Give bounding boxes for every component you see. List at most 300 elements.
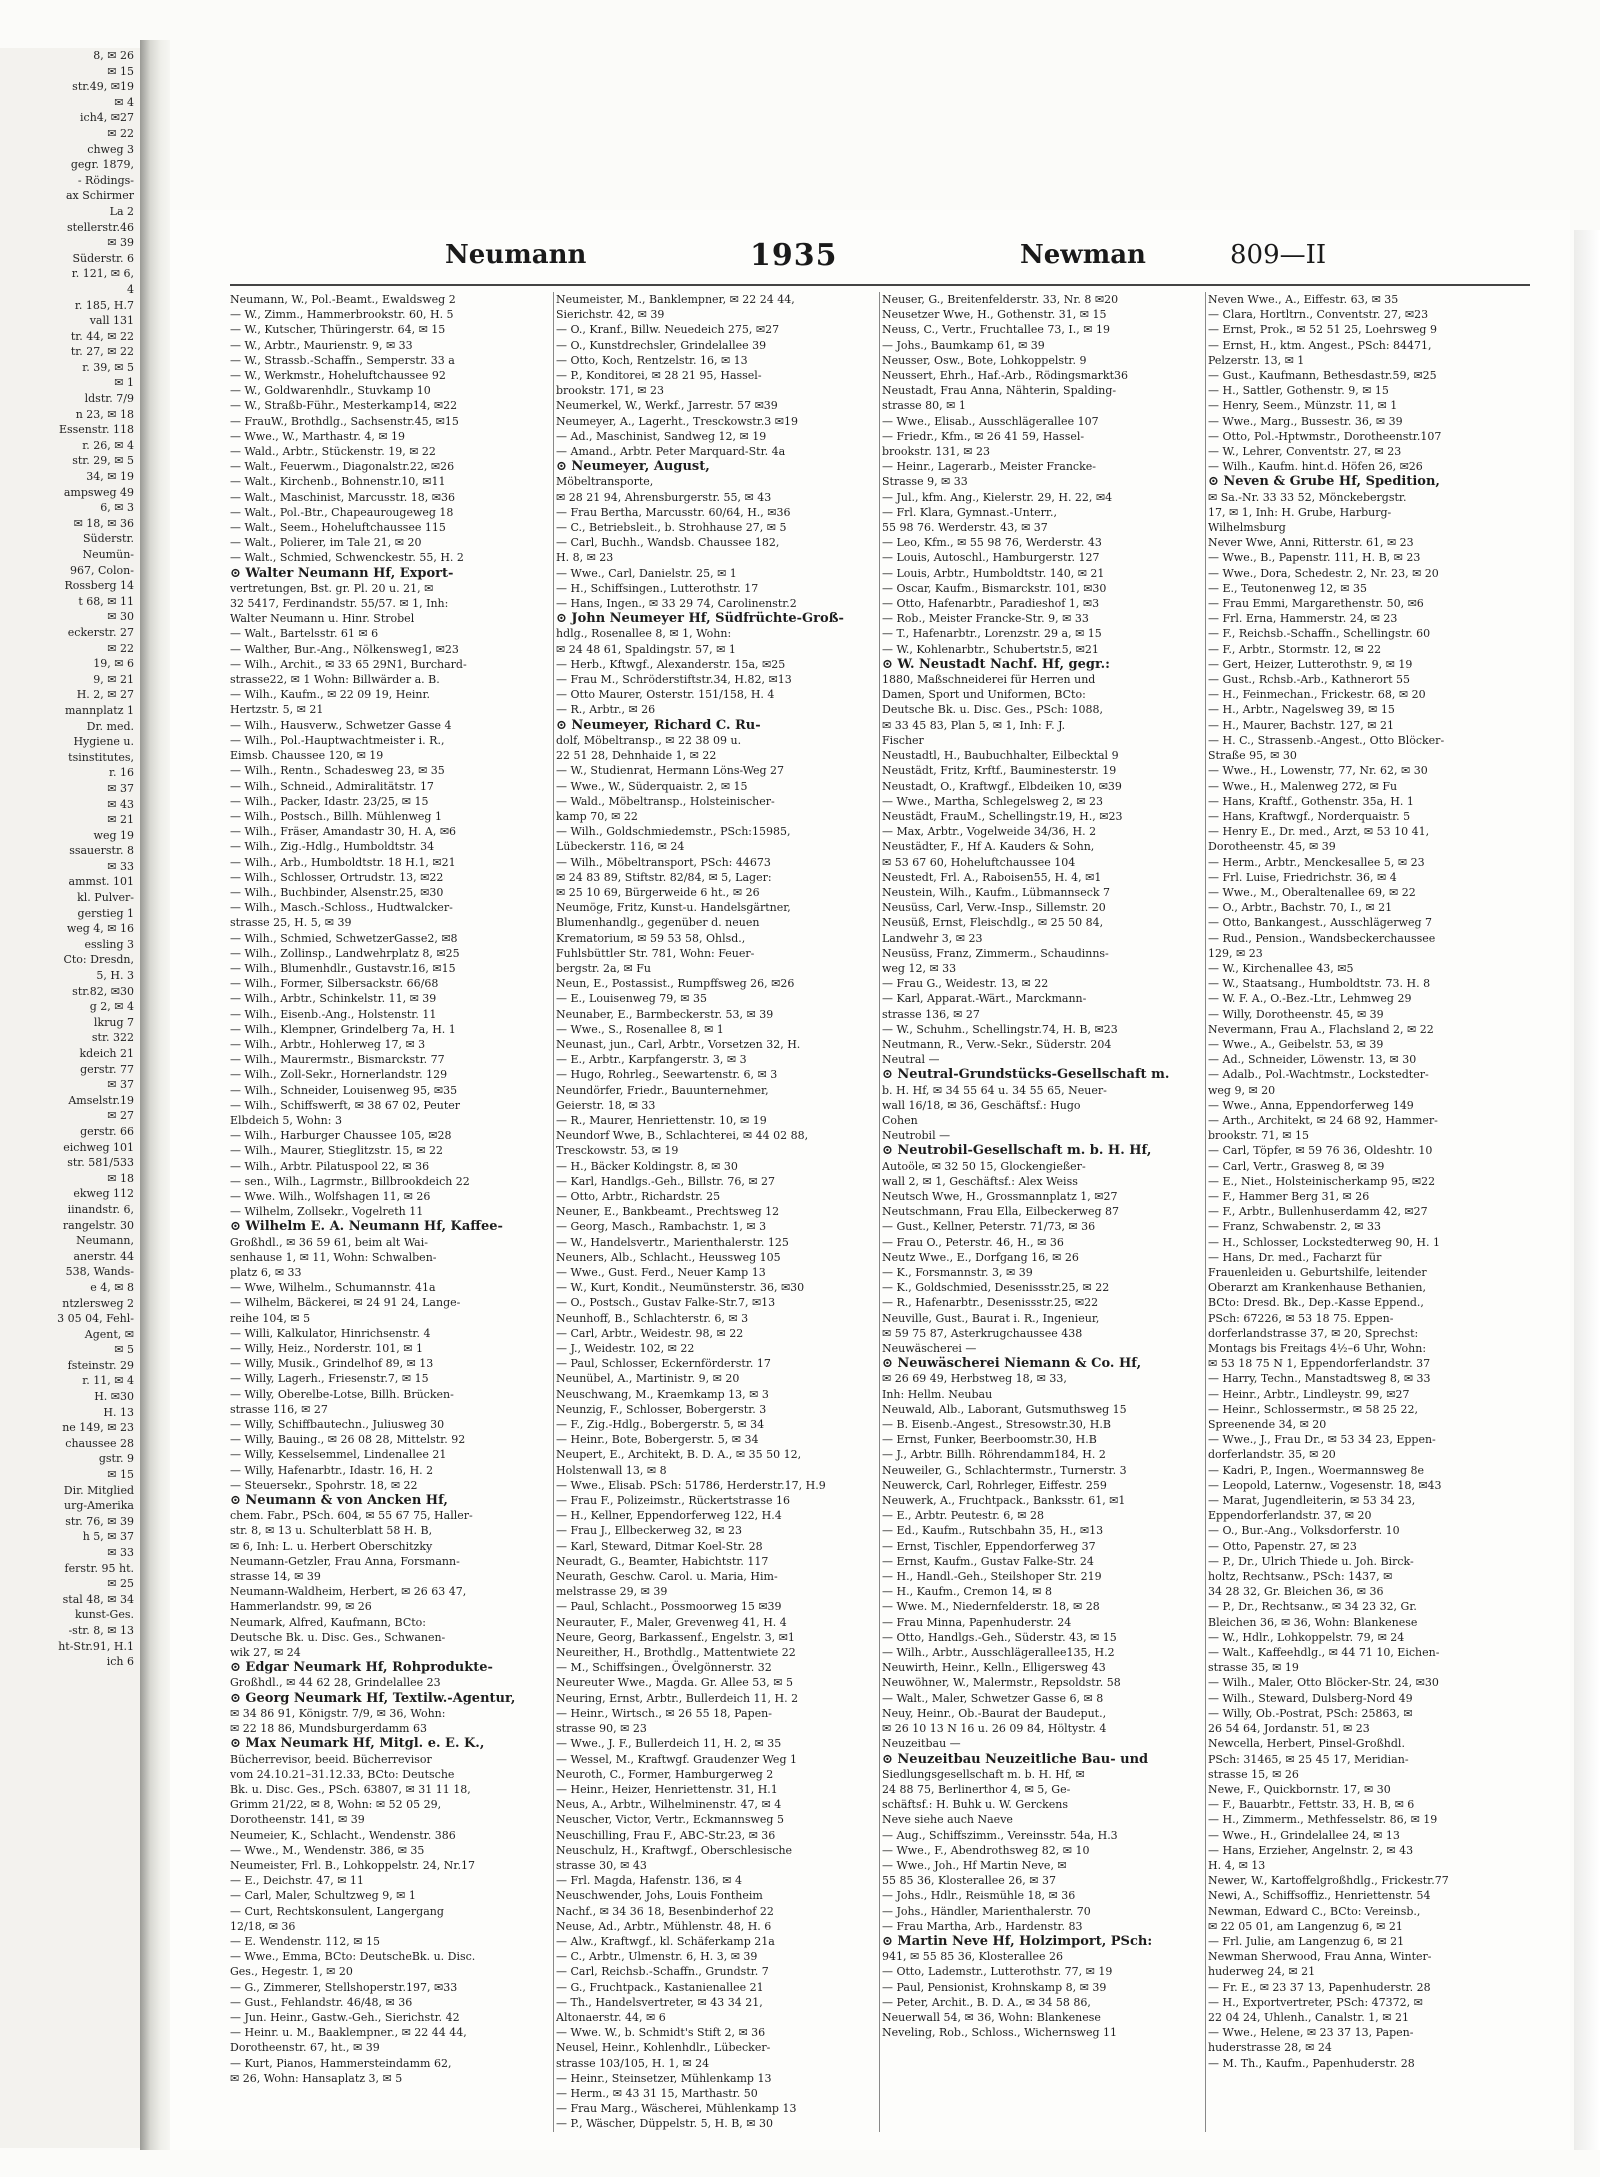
directory-entry: — R., Hafenarbtr., Desenissstr.25, ✉22 xyxy=(882,1296,1099,1310)
directory-entry: ⊙ Neumeyer, Richard C. Ru- xyxy=(556,717,761,733)
directory-entry: — Otto, Koch, Rentzelstr. 16, ✉ 13 xyxy=(556,353,748,367)
directory-entry: Neuwirth, Heinr., Kelln., Elligersweg 43 xyxy=(882,1661,1106,1675)
directory-entry: — Hans, Ingen., ✉ 33 29 74, Carolinenstr.2 xyxy=(556,597,797,611)
directory-entry: — Willy, Bauing., ✉ 26 08 28, Mittelstr. 92 xyxy=(230,1433,466,1447)
directory-entry: — O., Kranf., Billw. Neuedeich 275, ✉27 xyxy=(556,323,780,337)
directory-entry: — W., Zimm., Hammerbrookstr. 60, H. 5 xyxy=(230,308,454,322)
left-page-line: kl. Pulver- xyxy=(77,891,134,905)
directory-entry: — T., Hafenarbtr., Lorenzstr. 29 a, ✉ 15 xyxy=(882,627,1102,641)
header-rule xyxy=(230,284,1530,286)
left-page-line: eckerstr. 27 xyxy=(67,625,134,639)
left-page-line: ammst. 101 xyxy=(68,875,134,889)
left-page-line: Süderstr. xyxy=(82,532,134,546)
directory-entry: huderstrasse 28, ✉ 24 xyxy=(1208,2041,1332,2055)
directory-entry: — Walt., Maler, Schwetzer Gasse 6, ✉ 8 xyxy=(882,1691,1104,1705)
directory-entry: — Alw., Kraftwgf., kl. Schäferkamp 21a xyxy=(556,1934,775,1948)
directory-entry: — Wilh., Zoll-Sekr., Hornerlandstr. 129 xyxy=(230,1068,448,1082)
directory-entry: Neutsch Wwe, H., Grossmannplatz 1, ✉27 xyxy=(882,1189,1118,1203)
directory-entry: — Otto, Bankangest., Ausschlägerweg 7 xyxy=(1208,916,1433,930)
left-page-line: r. 121, ✉ 6, xyxy=(71,267,134,281)
directory-entry: Neuwald, Alb., Laborant, Gutsmuthsweg 15 xyxy=(882,1402,1127,1416)
directory-entry: — Wilh., Schmied, SchwetzerGasse2, ✉8 xyxy=(230,931,458,945)
directory-entry: PSch: 67226, ✉ 53 18 75. Eppen- xyxy=(1208,1311,1394,1325)
directory-entry: — Adalb., Pol.-Wachtmstr., Lockstedter- xyxy=(1208,1068,1429,1082)
directory-entry: Neumann-Waldheim, Herbert, ✉ 26 63 47, xyxy=(230,1585,467,1599)
directory-entry: Eimsb. Chaussee 120, ✉ 19 xyxy=(230,749,384,763)
directory-entry: Newe, F., Quickbornstr. 17, ✉ 30 xyxy=(1208,1782,1391,1796)
directory-entry: — Wilh., Buchbinder, Alsenstr.25, ✉30 xyxy=(230,885,444,899)
directory-entry: — Wilh., Maurermstr., Bismarckstr. 77 xyxy=(230,1053,445,1067)
directory-entry: — Herm., Arbtr., Menckesallee 5, ✉ 23 xyxy=(1208,855,1425,869)
directory-entry: — Wwe., M., Wendenstr. 386, ✉ 35 xyxy=(230,1843,425,1857)
left-page-line: ✉ 21 xyxy=(107,813,134,827)
left-page-line: Neumann, xyxy=(76,1234,134,1248)
directory-entry: 17, ✉ 1, Inh: H. Grube, Harburg- xyxy=(1208,505,1392,519)
directory-entry: Neustädter, F., Hf A. Kauders & Sohn, xyxy=(882,840,1095,854)
directory-entry: — Walt., Seem., Hoheluftchaussee 115 xyxy=(230,521,446,535)
left-page-line: gerstr. 66 xyxy=(80,1124,134,1138)
directory-entry: — Herm., ✉ 43 31 15, Marthastr. 50 xyxy=(556,2086,758,2100)
directory-entry: Hammerlandstr. 99, ✉ 26 xyxy=(230,1600,372,1614)
directory-entry: Siedlungsgesellschaft m. b. H. Hf, ✉ xyxy=(882,1767,1085,1781)
directory-entry: platz 6, ✉ 33 xyxy=(230,1266,302,1279)
directory-entry: 1880, Maßschneiderei für Herren und xyxy=(882,673,1096,687)
left-page-line: Süderstr. 6 xyxy=(72,251,134,265)
directory-entry: — Wwe, Wilhelm., Schumannstr. 41a xyxy=(230,1281,436,1295)
left-page-line: Amselstr.19 xyxy=(68,1093,134,1107)
directory-entry: Neurauter, F., Maler, Grevenweg 41, H. 4 xyxy=(556,1615,787,1629)
directory-entry: 55 85 36, Klosterallee 26, ✉ 37 xyxy=(882,1874,1056,1888)
directory-entry: — Wilh., Kaufm., ✉ 22 09 19, Heinr. xyxy=(230,688,431,702)
left-page-line: str. 76, ✉ 39 xyxy=(65,1514,134,1528)
directory-entry: — O., Arbtr., Bachstr. 70, I., ✉ 21 xyxy=(1208,901,1393,915)
directory-entry: — Jun. Heinr., Gastw.-Geh., Sierichstr. 42 xyxy=(230,2010,460,2024)
directory-entry: — Amand., Arbtr. Peter Marquard-Str. 4a xyxy=(556,445,786,459)
directory-entry: — Willy, Kesselsemmel, Lindenallee 21 xyxy=(230,1448,447,1462)
directory-entry: — Rud., Pension., Wandsbeckerchaussee xyxy=(1208,931,1436,945)
left-page-line: stal 48, ✉ 34 xyxy=(62,1592,134,1606)
left-page-line: r. 185, H.7 xyxy=(74,298,134,312)
directory-entry: Altonaerstr. 44, ✉ 6 xyxy=(556,2010,666,2024)
directory-entry: — E., Teutonenweg 12, ✉ 35 xyxy=(1208,581,1367,595)
directory-entry: — Karl, Steward, Ditmar Koel-Str. 28 xyxy=(556,1539,763,1553)
directory-entry: H. 4, ✉ 13 xyxy=(1208,1858,1266,1872)
directory-entry: — W., Kohlenarbtr., Schubertstr.5, ✉21 xyxy=(882,642,1099,656)
directory-entry: — Wilhelm, Zollsekr., Vogelreth 11 xyxy=(230,1205,424,1219)
directory-entry: Spreenende 34, ✉ 20 xyxy=(1208,1418,1327,1432)
directory-entry: — H., Zimmerm., Methfesselstr. 86, ✉ 19 xyxy=(1208,1813,1438,1827)
directory-entry: weg 12, ✉ 33 xyxy=(882,961,957,975)
directory-entry: — E., Deichstr. 47, ✉ 11 xyxy=(230,1874,364,1888)
directory-entry: — H., Bäcker Koldingstr. 8, ✉ 30 xyxy=(556,1159,738,1173)
directory-entry: Cohen xyxy=(882,1113,918,1127)
directory-entry: — Ad., Maschinist, Sandweg 12, ✉ 19 xyxy=(556,429,767,443)
directory-entry: — W., Strassb.-Schaffn., Semperstr. 33 a xyxy=(230,353,455,367)
directory-entry: — Otto, Arbtr., Richardstr. 25 xyxy=(556,1189,721,1203)
directory-entry: Neundorf Wwe, B., Schlachterei, ✉ 44 02 88, xyxy=(556,1129,809,1143)
directory-entry: — Carl, Maler, Schultzweg 9, ✉ 1 xyxy=(230,1889,416,1903)
left-page-line: - Rödings- xyxy=(77,173,134,187)
directory-entry: 22 04 24, Uhlenh., Canalstr. 1, ✉ 21 xyxy=(1208,2010,1409,2024)
directory-entry: Bleichen 36, ✉ 36, Wohn: Blankenese xyxy=(1208,1615,1418,1629)
directory-entry: — Ernst, H., ktm. Angest., PSch: 84471, xyxy=(1208,338,1432,352)
left-page-line: ich 6 xyxy=(106,1655,134,1669)
directory-entry: — Wilh., Schlosser, Ortrudstr. 13, ✉22 xyxy=(230,870,444,884)
directory-entry: ⊙ Neutrobil-Gesellschaft m. b. H. Hf, xyxy=(882,1143,1152,1159)
directory-entry: Neutz Wwe., E., Dorfgang 16, ✉ 26 xyxy=(882,1250,1079,1264)
directory-entry: — Willy, Heiz., Norderstr. 101, ✉ 1 xyxy=(230,1342,423,1356)
directory-entry: — F., Arbtr., Bullenhuserdamm 42, ✉27 xyxy=(1208,1205,1428,1219)
directory-entry: Neutrobil — xyxy=(882,1129,951,1143)
directory-entry: Pelzerstr. 13, ✉ 1 xyxy=(1208,353,1305,367)
directory-entry: — Wwe., Dora, Schedestr. 2, Nr. 23, ✉ 20 xyxy=(1208,566,1439,580)
directory-entry: — Ernst, Kaufm., Gustav Falke-Str. 24 xyxy=(882,1554,1094,1568)
left-page-line: ✉ 33 xyxy=(107,859,134,873)
directory-entry: — Kadri, P., Ingen., Woermannsweg 8e xyxy=(1208,1463,1425,1477)
left-page-line: mannplatz 1 xyxy=(65,703,134,717)
directory-entry: — Jul., kfm. Ang., Kielerstr. 29, H. 22, ✉4 xyxy=(882,490,1113,504)
left-page-line: ✉ 4 xyxy=(114,95,134,109)
directory-entry: — H., Feinmechan., Frickestr. 68, ✉ 20 xyxy=(1208,688,1426,702)
directory-entry: Neuwäscherei — xyxy=(882,1342,977,1356)
directory-entry: — Walt., Schmied, Schwenckestr. 55, H. 2 xyxy=(230,551,464,565)
directory-entry: — Wilh., Arbtr., Schinkelstr. 11, ✉ 39 xyxy=(230,992,437,1006)
directory-entry: — W., Schuhm., Schellingstr.74, H. B, ✉23 xyxy=(882,1022,1118,1036)
directory-entry: — Henry, Seem., Münzstr. 11, ✉ 1 xyxy=(1208,399,1398,413)
directory-entry: — Johs., Hdlr., Reismühle 18, ✉ 36 xyxy=(882,1889,1076,1903)
directory-entry: — Wwe., B., Papenstr. 111, H. B, ✉ 23 xyxy=(1208,551,1421,565)
directory-entry: weg 9, ✉ 20 xyxy=(1208,1083,1276,1097)
directory-entry: — Wwe., W., Marthastr. 4, ✉ 19 xyxy=(230,429,406,443)
directory-entry: — Georg, Masch., Rambachstr. 1, ✉ 3 xyxy=(556,1220,767,1234)
directory-entry: — Wilh., Kaufm. hint.d. Höfen 26, ✉26 xyxy=(1208,460,1423,474)
left-page-line: r. 26, ✉ 4 xyxy=(82,438,134,452)
directory-entry: Neureuter Wwe., Magda. Gr. Allee 53, ✉ 5 xyxy=(556,1676,793,1690)
left-page-line: ✉ 15 xyxy=(107,64,134,78)
directory-entry: — H., Maurer, Bachstr. 127, ✉ 21 xyxy=(1208,718,1394,732)
directory-entry: 129, ✉ 23 xyxy=(1208,946,1263,960)
directory-entry: Neutschmann, Frau Ella, Eilbeckerweg 87 xyxy=(882,1205,1119,1219)
left-page-line: gegr. 1879, xyxy=(70,158,134,172)
directory-entry: — Frau G., Weidestr. 13, ✉ 22 xyxy=(882,977,1049,991)
directory-entry: — Wwe., F., Abendrothsweg 82, ✉ 10 xyxy=(882,1843,1090,1857)
left-page-fragment xyxy=(0,48,142,2148)
directory-entry: — F., Zig.-Hdlg., Bobergerstr. 5, ✉ 34 xyxy=(556,1418,765,1432)
directory-entry: Neure, Georg, Barkassenf., Engelstr. 3, ✉1 xyxy=(556,1630,795,1644)
directory-entry: vertretungen, Bst. gr. Pl. 20 u. 21, ✉ xyxy=(230,581,434,595)
left-page-line: str.82, ✉30 xyxy=(72,984,134,998)
directory-entry: Neuss, C., Vertr., Fruchtallee 73, I., ✉ 19 xyxy=(882,323,1110,337)
directory-entry: — Paul, Pensionist, Krohnskamp 8, ✉ 39 xyxy=(882,1980,1107,1994)
directory-entry: — Johs., Baumkamp 61, ✉ 39 xyxy=(882,338,1045,352)
directory-entry: ✉ 53 18 75 N 1, Eppendorferlandstr. 37 xyxy=(1208,1357,1431,1371)
directory-entry: — F., Hammer Berg 31, ✉ 26 xyxy=(1208,1189,1370,1203)
directory-entry: — H., Kaufm., Cremon 14, ✉ 8 xyxy=(882,1585,1052,1599)
directory-entry: ⊙ John Neumeyer Hf, Südfrüchte-Groß- xyxy=(556,611,844,627)
directory-entry: — Wwe., J. F., Bullerdeich 11, H. 2, ✉ 35 xyxy=(556,1737,782,1751)
directory-entry: Neutmann, R., Verw.-Sekr., Süderstr. 204 xyxy=(882,1037,1112,1051)
directory-entry: Neun, E., Postassist., Rumpffsweg 26, ✉26 xyxy=(556,977,795,991)
directory-entry: — Walt., Maschinist, Marcusstr. 18, ✉36 xyxy=(230,490,456,504)
left-page-line: fsteinstr. 29 xyxy=(67,1358,134,1372)
directory-entry: hdlg., Rosenallee 8, ✉ 1, Wohn: xyxy=(556,627,732,641)
left-page-line: t 68, ✉ 11 xyxy=(78,594,134,608)
directory-entry: — Wilh., Arbtr. Pilatuspool 22, ✉ 36 xyxy=(230,1159,430,1173)
left-page-line: r. 11, ✉ 4 xyxy=(82,1374,134,1388)
directory-entry: — H., Exportvertreter, PSch: 47372, ✉ xyxy=(1208,1995,1423,2009)
directory-entry: — Wwe., Elisab. PSch: 51786, Herderstr.17, H.9 xyxy=(556,1478,826,1492)
directory-entry: — Frau Martha, Arb., Hardenstr. 83 xyxy=(882,1919,1083,1933)
directory-entry: — H., Handl.-Geh., Steilshoper Str. 219 xyxy=(882,1570,1102,1584)
left-page-line: ampsweg 49 xyxy=(63,485,134,499)
directory-entry: — R., Arbtr., ✉ 26 xyxy=(556,703,656,717)
directory-entry: Neuerwall 54, ✉ 36, Wohn: Blankenese xyxy=(882,2010,1101,2024)
directory-entry: 55 98 76. Werderstr. 43, ✉ 37 xyxy=(882,521,1048,535)
directory-entry: — E., Arbtr. Peutestr. 6, ✉ 28 xyxy=(882,1509,1044,1523)
left-page-line: weg 19 xyxy=(93,828,134,842)
left-page-line: 5, H. 3 xyxy=(96,969,134,983)
directory-entry: — Frau O., Peterstr. 46, H., ✉ 36 xyxy=(882,1235,1064,1249)
directory-entry: Neundörfer, Friedr., Bauunternehmer, xyxy=(556,1083,769,1097)
left-page-line: str. 322 xyxy=(91,1031,134,1045)
directory-entry: PSch: 31465, ✉ 25 45 17, Meridian- xyxy=(1208,1752,1409,1766)
directory-entry: — Wilh., Packer, Idastr. 23/25, ✉ 15 xyxy=(230,794,429,808)
left-page-line: lkrug 7 xyxy=(93,1015,134,1029)
directory-entry: ⊙ Georg Neumark Hf, Textilw.-Agentur, xyxy=(230,1690,516,1706)
page-header xyxy=(230,240,1530,280)
directory-entry: — Heinr., Lagerarb., Meister Francke- xyxy=(882,460,1096,474)
directory-entry: — Wwe., J., Frau Dr., ✉ 53 34 23, Eppen- xyxy=(1208,1433,1436,1447)
directory-entry: — W., Staatsang., Humboldtstr. 73. H. 8 xyxy=(1208,977,1431,991)
directory-entry: ⊙ Neuwäscherei Niemann & Co. Hf, xyxy=(882,1356,1142,1372)
directory-entry: Neve siehe auch Naeve xyxy=(882,1813,1013,1827)
directory-entry: Neumeyer, A., Lagerht., Tresckowstr.3 ✉19 xyxy=(556,414,798,428)
directory-entry: — Walt., Feuerwm., Diagonalstr.22, ✉26 xyxy=(230,460,455,474)
left-page-line: e 4, ✉ 8 xyxy=(90,1280,134,1294)
directory-entry: — Wwe., Carl, Danielstr. 25, ✉ 1 xyxy=(556,566,737,580)
directory-entry: H. 8, ✉ 23 xyxy=(556,551,614,565)
directory-entry: — Wilh., Hausverw., Schwetzer Gasse 4 xyxy=(230,718,452,732)
directory-entry: — E., Niet., Holsteinischerkamp 95, ✉22 xyxy=(1208,1174,1436,1188)
directory-entry: — Walt., Polierer, im Tale 21, ✉ 20 xyxy=(230,536,422,550)
directory-entry: Montags bis Freitags 4½–6 Uhr, Wohn: xyxy=(1208,1342,1427,1356)
left-page-line: H. 13 xyxy=(103,1405,134,1419)
directory-entry: — Hugo, Rohrleg., Seewartenstr. 6, ✉ 3 xyxy=(556,1068,778,1082)
directory-entry: senhause 1, ✉ 11, Wohn: Schwalben- xyxy=(230,1250,437,1264)
directory-entry: Neustein, Wilh., Kaufm., Lübmannseck 7 xyxy=(882,885,1111,899)
directory-entry: Ges., Hegestr. 1, ✉ 20 xyxy=(230,1965,353,1979)
directory-entry: Neussert, Ehrh., Haf.-Arb., Rödingsmarkt36 xyxy=(882,369,1128,383)
directory-entry: ✉ 22 05 01, am Langenzug 6, ✉ 21 xyxy=(1208,1919,1403,1933)
directory-entry: Neuroth, C., Former, Hamburgerweg 2 xyxy=(556,1767,774,1781)
directory-entry: Neuser, G., Breitenfelderstr. 33, Nr. 8 ✉20 xyxy=(882,293,1119,306)
directory-entry: Neureither, H., Brothdlg., Mattentwiete 22 xyxy=(556,1646,796,1660)
directory-entry: Neunast, jun., Carl, Arbtr., Vorsetzen 32, H. xyxy=(556,1037,801,1051)
column-4 xyxy=(1208,292,1530,2132)
directory-entry: — Herb., Kftwgf., Alexanderstr. 15a, ✉25 xyxy=(556,657,786,671)
left-page-line: str. 581/533 xyxy=(67,1156,134,1170)
directory-entry: — K., Goldschmied, Desenissstr.25, ✉ 22 xyxy=(882,1281,1110,1295)
directory-entry: — Aug., Schiffszimm., Vereinsstr. 54a, H.3 xyxy=(882,1828,1118,1842)
left-page-line: -str. 8, ✉ 13 xyxy=(68,1623,134,1637)
directory-entry: — P., Dr., Ulrich Thiede u. Joh. Birck- xyxy=(1208,1554,1414,1568)
directory-entry: wik 27, ✉ 24 xyxy=(230,1646,301,1660)
directory-entry: — Carl, Arbtr., Weidestr. 98, ✉ 22 xyxy=(556,1326,744,1340)
directory-entry: ✉ 53 67 60, Hoheluftchaussee 104 xyxy=(882,855,1076,869)
left-page-line: weg 4, ✉ 16 xyxy=(66,922,134,936)
left-page-line: ✉ 1 xyxy=(114,376,134,390)
left-page-line: ✉ 18, ✉ 36 xyxy=(73,516,134,530)
directory-entry: Blumenhandlg., gegenüber d. neuen xyxy=(556,916,760,930)
header-right-name: Newman xyxy=(1020,240,1146,270)
directory-entry: — Wilh., Masch.-Schloss., Hudtwalcker- xyxy=(230,901,453,915)
left-page-line: vall 131 xyxy=(89,314,134,328)
directory-entry: — Frl. Julie, am Langenzug 6, ✉ 21 xyxy=(1208,1934,1405,1948)
left-page-line: ekweg 112 xyxy=(73,1187,134,1201)
directory-entry: — Heinr. u. M., Baaklempner., ✉ 22 44 44, xyxy=(230,2026,467,2040)
directory-entry: Holstenwall 13, ✉ 8 xyxy=(556,1463,667,1477)
directory-entry: Neumark, Alfred, Kaufmann, BCto: xyxy=(230,1615,426,1629)
directory-entry: ✉ 22 18 86, Mundsburgerdamm 63 xyxy=(230,1722,427,1736)
directory-entry: — Wwe., Anna, Eppendorferweg 149 xyxy=(1208,1098,1414,1112)
directory-entry: Landwehr 3, ✉ 23 xyxy=(882,931,983,945)
directory-entry: — Ernst, Funker, Beerboomstr.30, H.B xyxy=(882,1433,1097,1447)
directory-entry: — Wwe., A., Geibelstr. 53, ✉ 39 xyxy=(1208,1037,1384,1051)
directory-entry: — W., Kirchenallee 43, ✉5 xyxy=(1208,961,1354,975)
left-page-line: Dir. Mitglied xyxy=(63,1483,134,1497)
directory-entry: ⊙ Neumeyer, August, xyxy=(556,459,710,475)
directory-entry: — Curt, Rechtskonsulent, Langergang xyxy=(230,1904,444,1918)
directory-entry: — E., Louisenweg 79, ✉ 35 xyxy=(556,992,707,1006)
directory-entry: — W., Arbtr., Maurienstr. 9, ✉ 33 xyxy=(230,338,413,352)
left-page-line: ldstr. 7/9 xyxy=(84,392,134,406)
directory-entry: ✉ 24 48 61, Spaldingstr. 57, ✉ 1 xyxy=(556,642,736,656)
directory-entry: — Frl. Erna, Hammerstr. 24, ✉ 23 xyxy=(1208,612,1398,626)
directory-entry: 941, ✉ 55 85 36, Klosterallee 26 xyxy=(882,1950,1063,1964)
directory-entry: — Otto, Papenstr. 27, ✉ 23 xyxy=(1208,1539,1357,1553)
left-page-line: ich4, ✉27 xyxy=(80,111,134,125)
directory-entry: — Wwe. Wilh., Wolfshagen 11, ✉ 26 xyxy=(230,1189,431,1203)
directory-entry: — Wilh., Schneider, Louisenweg 95, ✉35 xyxy=(230,1083,458,1097)
directory-entry: — Wilh., Zollinsp., Landwehrplatz 8, ✉25 xyxy=(230,946,460,960)
left-page-line: Rossberg 14 xyxy=(64,579,134,593)
directory-entry: — Wilh., Arbtr., Ausschlägerallee135, H.2 xyxy=(882,1646,1115,1660)
directory-entry: reihe 104, ✉ 5 xyxy=(230,1311,311,1325)
directory-entry: str. 8, ✉ 13 u. Schulterblatt 58 H. B, xyxy=(230,1524,433,1538)
directory-entry: — Gust., Fehlandstr. 46/48, ✉ 36 xyxy=(230,1995,413,2009)
directory-entry: — Wald., Arbtr., Stückenstr. 19, ✉ 22 xyxy=(230,445,436,459)
directory-entry: Neveling, Rob., Schloss., Wichernsweg 11 xyxy=(882,2026,1117,2040)
directory-entry: bergstr. 2a, ✉ Fu xyxy=(556,961,651,975)
left-page-line: H. ✉30 xyxy=(94,1390,134,1404)
directory-entry: — Wilh., Schneid., Admiralitätstr. 17 xyxy=(230,779,434,793)
directory-entry: Dorotheenstr. 67, ht., ✉ 39 xyxy=(230,2041,380,2055)
directory-entry: Neuwöhner, W., Malermstr., Repsoldstr. 58 xyxy=(882,1676,1121,1690)
directory-entry: — Wilh., Rentn., Schadesweg 23, ✉ 35 xyxy=(230,764,445,778)
directory-entry: Neumeister, M., Banklempner, ✉ 22 24 44, xyxy=(556,293,795,306)
directory-entry: — Wwe., W., Süderquaistr. 2, ✉ 15 xyxy=(556,779,748,793)
left-page-line: ✉ 22 xyxy=(107,641,134,655)
directory-entry: wall 2, ✉ 1, Geschäftsf.: Alex Weiss xyxy=(882,1174,1078,1188)
directory-entry: Deutsche Bk. u. Disc. Ges., PSch: 1088, xyxy=(882,703,1103,717)
directory-entry: — Frau Minna, Papenhuderstr. 24 xyxy=(882,1615,1072,1629)
directory-entry: — G., Fruchtpack., Kastanienallee 21 xyxy=(556,1980,764,1994)
directory-entry: chem. Fabr., PSch. 604, ✉ 55 67 75, Haller- xyxy=(230,1509,473,1523)
directory-entry: Neusser, Osw., Bote, Lohkoppelstr. 9 xyxy=(882,353,1087,367)
directory-entry: — Wwe., Helene, ✉ 23 37 13, Papen- xyxy=(1208,2026,1414,2040)
left-page-line: ntzlersweg 2 xyxy=(62,1296,134,1310)
left-page-line: ✉ 25 xyxy=(107,1577,134,1591)
left-page-line: anerstr. 44 xyxy=(73,1249,134,1263)
directory-entry: — R., Maurer, Henriettenstr. 10, ✉ 19 xyxy=(556,1113,767,1127)
left-page-line: gerstr. 77 xyxy=(80,1062,134,1076)
directory-entry: — Carl, Vertr., Grasweg 8, ✉ 39 xyxy=(1208,1159,1385,1173)
directory-entry: Elbdeich 5, Wohn: 3 xyxy=(230,1113,342,1127)
directory-entry: — W., Goldwarenhdlr., Stuvkamp 10 xyxy=(230,384,431,398)
directory-entry: — Willy, Oberelbe-Lotse, Billh. Brücken- xyxy=(230,1387,454,1401)
directory-entry: Neumöge, Fritz, Kunst-u. Handelsgärtner, xyxy=(556,901,791,915)
directory-entry: ✉ 33 45 83, Plan 5, ✉ 1, Inh: F. J. xyxy=(882,718,1066,732)
directory-entry: Neuville, Gust., Baurat i. R., Ingenieur, xyxy=(882,1311,1100,1325)
directory-entry: b. H. Hf, ✉ 34 55 64 u. 34 55 65, Neuer- xyxy=(882,1083,1107,1097)
directory-entry: Bk. u. Disc. Ges., PSch. 63807, ✉ 31 11 18, xyxy=(230,1782,471,1796)
directory-entry: — C., Arbtr., Ulmenstr. 6, H. 3, ✉ 39 xyxy=(556,1950,758,1964)
directory-entry: vom 24.10.21–31.12.33, BCto: Deutsche xyxy=(230,1767,455,1781)
directory-entry: — E., Arbtr., Karpfangerstr. 3, ✉ 3 xyxy=(556,1053,747,1067)
directory-entry: Neuner, E., Bankbeamt., Prechtsweg 12 xyxy=(556,1205,780,1219)
directory-entry: — Frl. Luise, Friedrichstr. 36, ✉ 4 xyxy=(1208,870,1397,884)
left-page-line: iinandstr. 6, xyxy=(67,1202,134,1216)
directory-entry: — W. F. A., O.-Bez.-Ltr., Lehmweg 29 xyxy=(1208,992,1412,1006)
directory-entry: — Harry, Techn., Manstadtsweg 8, ✉ 33 xyxy=(1208,1372,1431,1386)
directory-entry: — Wwe., Marg., Bussestr. 36, ✉ 39 xyxy=(1208,414,1403,428)
directory-entry: — Gust., Rchsb.-Arb., Kathnerort 55 xyxy=(1208,673,1411,687)
directory-entry: Neusüss, Franz, Zimmerm., Schaudinns- xyxy=(882,946,1109,960)
left-page-line: ht-Str.91, H.1 xyxy=(58,1639,134,1653)
left-page-line: ✉ 30 xyxy=(107,610,134,624)
directory-entry: — W., Lehrer, Conventstr. 27, ✉ 23 xyxy=(1208,445,1402,459)
directory-entry: — Peter, Archit., B. D. A., ✉ 34 58 86, xyxy=(882,1995,1091,2009)
directory-entry: — Willy, Lagerh., Friesenstr.7, ✉ 15 xyxy=(230,1372,429,1386)
directory-entry: Neuschwang, M., Kraemkamp 13, ✉ 3 xyxy=(556,1387,769,1401)
directory-entry: — Willi, Kalkulator, Hinrichsenstr. 4 xyxy=(230,1326,431,1340)
directory-entry: — Frau M., Schröderstiftstr.34, H.82, ✉13 xyxy=(556,673,792,687)
directory-entry: — Louis, Autoschl., Hamburgerstr. 127 xyxy=(882,551,1100,565)
directory-entry: — Kurt, Pianos, Hammersteindamm 62, xyxy=(230,2056,452,2070)
directory-entry: — Frau Marg., Wäscherei, Mühlenkamp 13 xyxy=(556,2102,797,2116)
directory-entry: Neuschwender, Johs, Louis Fontheim xyxy=(556,1889,763,1903)
directory-entry: Neuradt, G., Beamter, Habichtstr. 117 xyxy=(556,1554,769,1568)
directory-entry: Deutsche Bk. u. Disc. Ges., Schwanen- xyxy=(230,1630,446,1644)
directory-entry: Neuscher, Victor, Vertr., Eckmannsweg 5 xyxy=(556,1813,784,1827)
directory-entry: — K., Forsmannstr. 3, ✉ 39 xyxy=(882,1266,1033,1279)
left-page-line: h 5, ✉ 37 xyxy=(82,1530,134,1544)
directory-entry: ⊙ Martin Neve Hf, Holzimport, PSch: xyxy=(882,1933,1153,1949)
directory-entry: Inh: Hellm. Neubau xyxy=(882,1387,993,1401)
directory-entry: — Wilh., Arbtr., Hohlerweg 17, ✉ 3 xyxy=(230,1037,426,1051)
directory-entry: — Wessel, M., Kraftwgf. Graudenzer Weg 1 xyxy=(556,1752,797,1766)
directory-entry: — Otto Maurer, Osterstr. 151/158, H. 4 xyxy=(556,688,775,702)
directory-entry: Grimm 21/22, ✉ 8, Wohn: ✉ 52 05 29, xyxy=(230,1798,442,1812)
directory-entry: — Karl, Apparat.-Wärt., Marckmann- xyxy=(882,992,1087,1006)
directory-entry: ⊙ Neven & Grube Hf, Spedition, xyxy=(1208,474,1440,490)
directory-entry: — Otto, Handlgs.-Geh., Süderstr. 43, ✉ 15 xyxy=(882,1630,1117,1644)
directory-entry: — Carl, Reichsb.-Schaffn., Grundstr. 7 xyxy=(556,1965,769,1979)
directory-entry: ⊙ Neuzeitbau Neuzeitliche Bau- und xyxy=(882,1751,1149,1767)
directory-entry: — Walther, Bur.-Ang., Nölkensweg1, ✉23 xyxy=(230,642,459,656)
directory-entry: Neusüß, Ernst, Fleischdlg., ✉ 25 50 84, xyxy=(882,916,1104,930)
left-page-line: ✉ 39 xyxy=(107,236,134,250)
